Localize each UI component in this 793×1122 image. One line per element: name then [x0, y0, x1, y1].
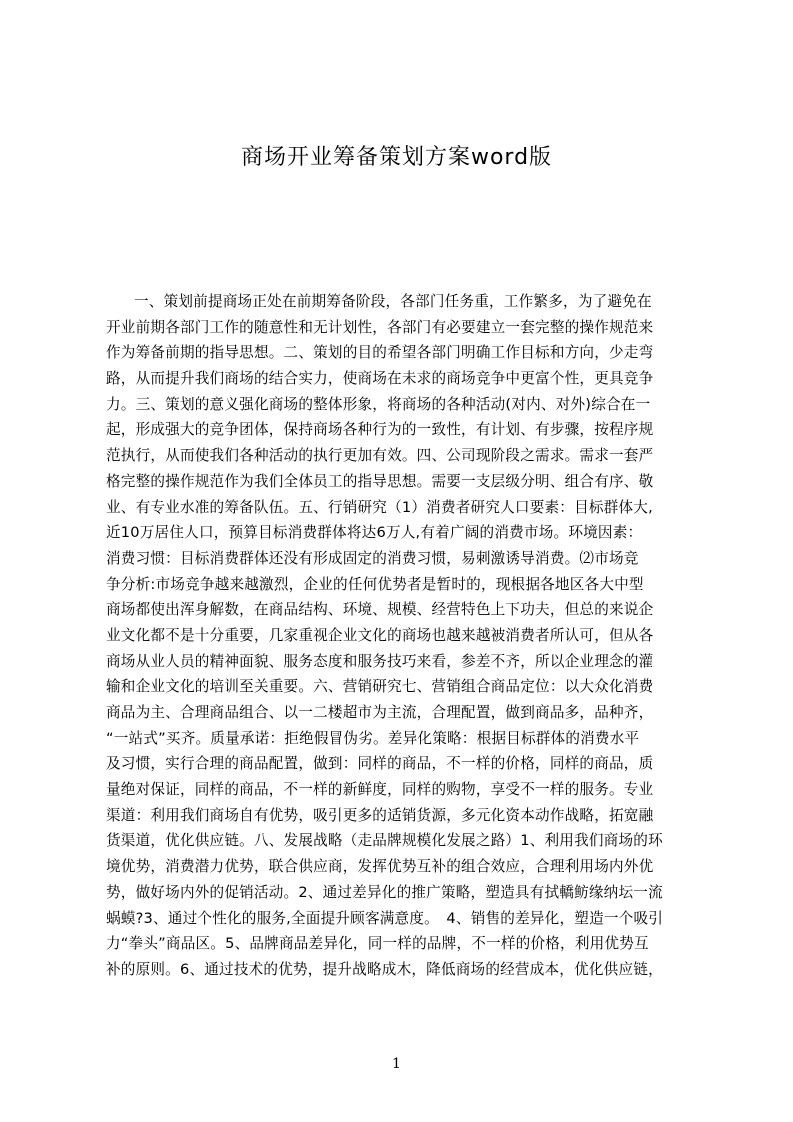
text-line: 争分析:市场竞争越来越激烈，企业的任何优势者是暂时的，现根据各地区各大中型: [106, 575, 644, 593]
text-line: 输和企业文化的培训至关重要。六、营销研究七、营销组合商品定位：以大众化消费: [106, 678, 654, 696]
text-line: 境优势，消费潜力优势，联合供应商，发挥优势互补的组合效应，合理利用场内外优: [106, 858, 654, 876]
text-line: 一、策划前提商场正处在前期筹备阶段，各部门任务重，工作繁多，为了避免在: [134, 293, 652, 310]
text-line: 起，形成强大的竞争团体，保持商场各种行为的一致性，有计划、有步骤，按程序规: [106, 421, 654, 439]
text-line: 商场从业人员的精神面貌、服务态度和服务技巧来看，参差不齐，所以企业理念的灌: [106, 652, 654, 670]
text-line: 力“拳头”商品区。5、品牌商品差异化，同一样的品牌，不一样的价格，利用优势互: [106, 935, 649, 953]
text-line: 势，做好场内外的促销活动。2、通过差异化的推广策略，塑造具有拭轎鲂缘纳坛一流: [106, 883, 663, 901]
text-line: 格完整的操作规范作为我们全体员工的指导思想。需要一支层级分明、组合有序、敬: [106, 472, 654, 490]
page-title: 商场开业筹备策划方案word版: [240, 145, 553, 170]
text-line: 作为筹备前期的指导思想。二、策划的目的希望各部门明确工作目标和方向，少走弯: [106, 344, 654, 362]
text-line: 范执行，从而使我们各种活动的执行更加有效。四、公司现阶段之需求。需求一套严: [106, 447, 654, 465]
body-paragraph: [106, 289, 698, 978]
text-line: 货渠道，优化供应链。八、发展战略（走品牌规模化发展之路）1、利用我们商场的环: [106, 832, 663, 850]
text-line: 消费习惯：目标消费群体还没有形成固定的消费习惯，易刺激诱导消费。⑵市场竞: [106, 549, 639, 567]
text-line: 及习惯，实行合理的商品配置，做到：同样的商品，不一样的价格，同样的商品，质: [106, 755, 654, 773]
text-line: 业、有专业水准的筹备队伍。五、行销研究（1）消费者研究人口要素：目标群体大,: [106, 498, 653, 516]
text-line: 蜗蟆?3、通过个性化的服务,全面提升顾客满意度。 4、销售的差异化，塑造一个吸引: [106, 909, 664, 927]
page-number: 1: [392, 1056, 401, 1072]
text-line: 量绝对保证，同样的商品，不一样的新鲜度，同样的购物，享受不一样的服务。专业: [106, 781, 654, 799]
text-line: 渠道：利用我们商场自有优势，吸引更多的适销货源，多元化资本动作战略，拓宽融: [106, 806, 654, 824]
text-line: “一站式”买齐。质量承诺：拒绝假冒伪劣。差异化策略：根据目标群体的消费水平: [106, 729, 640, 747]
text-line: 开业前期各部门工作的随意性和无计划性，各部门有必要建立一套完整的操作规范来: [106, 318, 654, 336]
text-line: 业文化都不是十分重要，几家重视企业文化的商场也越来越被消费者所认可，但从各: [106, 626, 654, 644]
text-line: 近10万居住人口，预算目标消费群体将达6万人,有着广阔的消费市场。环境因素：: [106, 524, 643, 542]
text-line: 商场都使出浑身解数，在商品结构、环境、规模、经营特色上下功夫，但总的来说企: [106, 601, 654, 619]
text-line: 力。三、策划的意义强化商场的整体形象，将商场的各种活动(对内、对外)综合在一: [106, 395, 651, 413]
text-line: 补的原则。6、通过技术的优势，提升战略成木，降低商场的经营成本，优化供应链，: [106, 960, 663, 978]
text-line: 商品为主、合理商品组合、以一二楼超市为主流，合理配置，做到商品多，品种齐，: [106, 704, 654, 721]
text-line: 路，从而提升我们商场的结合实力，使商场在未求的商场竞争中更富个性，更具竞争: [106, 370, 654, 388]
